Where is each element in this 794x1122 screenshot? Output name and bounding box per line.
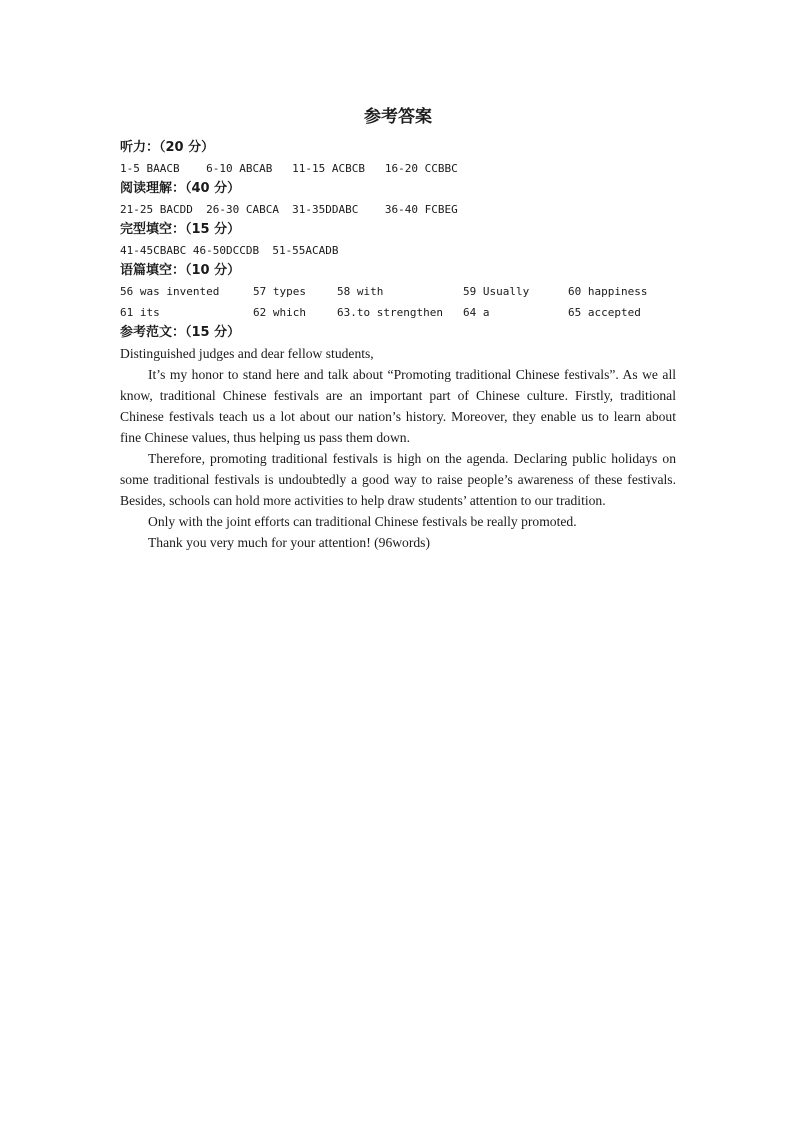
grammar-fill-answer: 63.to strengthen — [337, 306, 443, 319]
grammar-fill-answer: 57 types — [253, 285, 306, 298]
essay-paragraph: Only with the joint efforts can traditional Chinese festivals be really promoted. — [148, 514, 577, 529]
grammar-fill-answer: 61 its — [120, 306, 160, 319]
grammar-fill-answer: 62 which — [253, 306, 306, 319]
listening-section — [120, 138, 676, 179]
grammar-fill-answer: 60 happiness — [568, 285, 648, 298]
grammar-fill-answer: 65 accepted — [568, 306, 641, 319]
grammar-fill-answer: 59 Usually — [463, 285, 530, 298]
grammar-fill-section — [120, 261, 676, 323]
writing-heading: 参考范文：（15 分） — [120, 325, 241, 340]
grammar-fill-answer: 58 with — [337, 285, 384, 298]
page-title: 参考答案 — [364, 107, 432, 127]
grammar-fill-answer: 64 a — [463, 306, 490, 319]
listening-heading: 听力：（20 分） — [120, 140, 215, 155]
grammar-fill-answer: 56 was invented — [120, 285, 220, 298]
cloze-heading: 完型填空：（15 分） — [120, 222, 241, 237]
reading-heading: 阅读理解：（40 分） — [120, 181, 241, 196]
listening-answers: 1-5 BAACB 6-10 ABCAB 11-15 ACBCB 16-20 CCBBC — [120, 162, 458, 175]
reading-answers: 21-25 BACDD 26-30 CABCA 31-35DDABC 36-40 FCBEG — [120, 203, 458, 216]
grammar-fill-row — [120, 302, 676, 323]
answer-key-page — [120, 104, 676, 553]
writing-section — [120, 323, 676, 553]
reading-section — [120, 179, 676, 220]
cloze-section — [120, 220, 676, 261]
essay-salutation: Distinguished judges and dear fellow students, — [120, 346, 374, 361]
essay-paragraph: It’s my honor to stand here and talk about “Promoting traditional Chinese festivals”. As we all know, traditional Chinese festivals are an important part of Chinese culture. Firstly, traditional Chinese festivals teach us a lot about our nation’s history. Moreover, they enable us to learn about fine Chinese values, thus helping us pass them down. — [120, 367, 676, 445]
grammar-fill-row — [120, 281, 676, 302]
cloze-answers: 41-45CBABC 46-50DCCDB 51-55ACADB — [120, 244, 339, 257]
grammar-fill-heading: 语篇填空：（10 分） — [120, 263, 241, 278]
essay-closing: Thank you very much for your attention! (96words) — [148, 535, 430, 550]
essay-paragraph: Therefore, promoting traditional festivals is high on the agenda. Declaring public holidays on some traditional festivals is undoubtedly a good way to raise people’s awareness of these festivals. Besides, schools can hold more activities to help draw students’ attention to our tradition. — [120, 451, 676, 508]
